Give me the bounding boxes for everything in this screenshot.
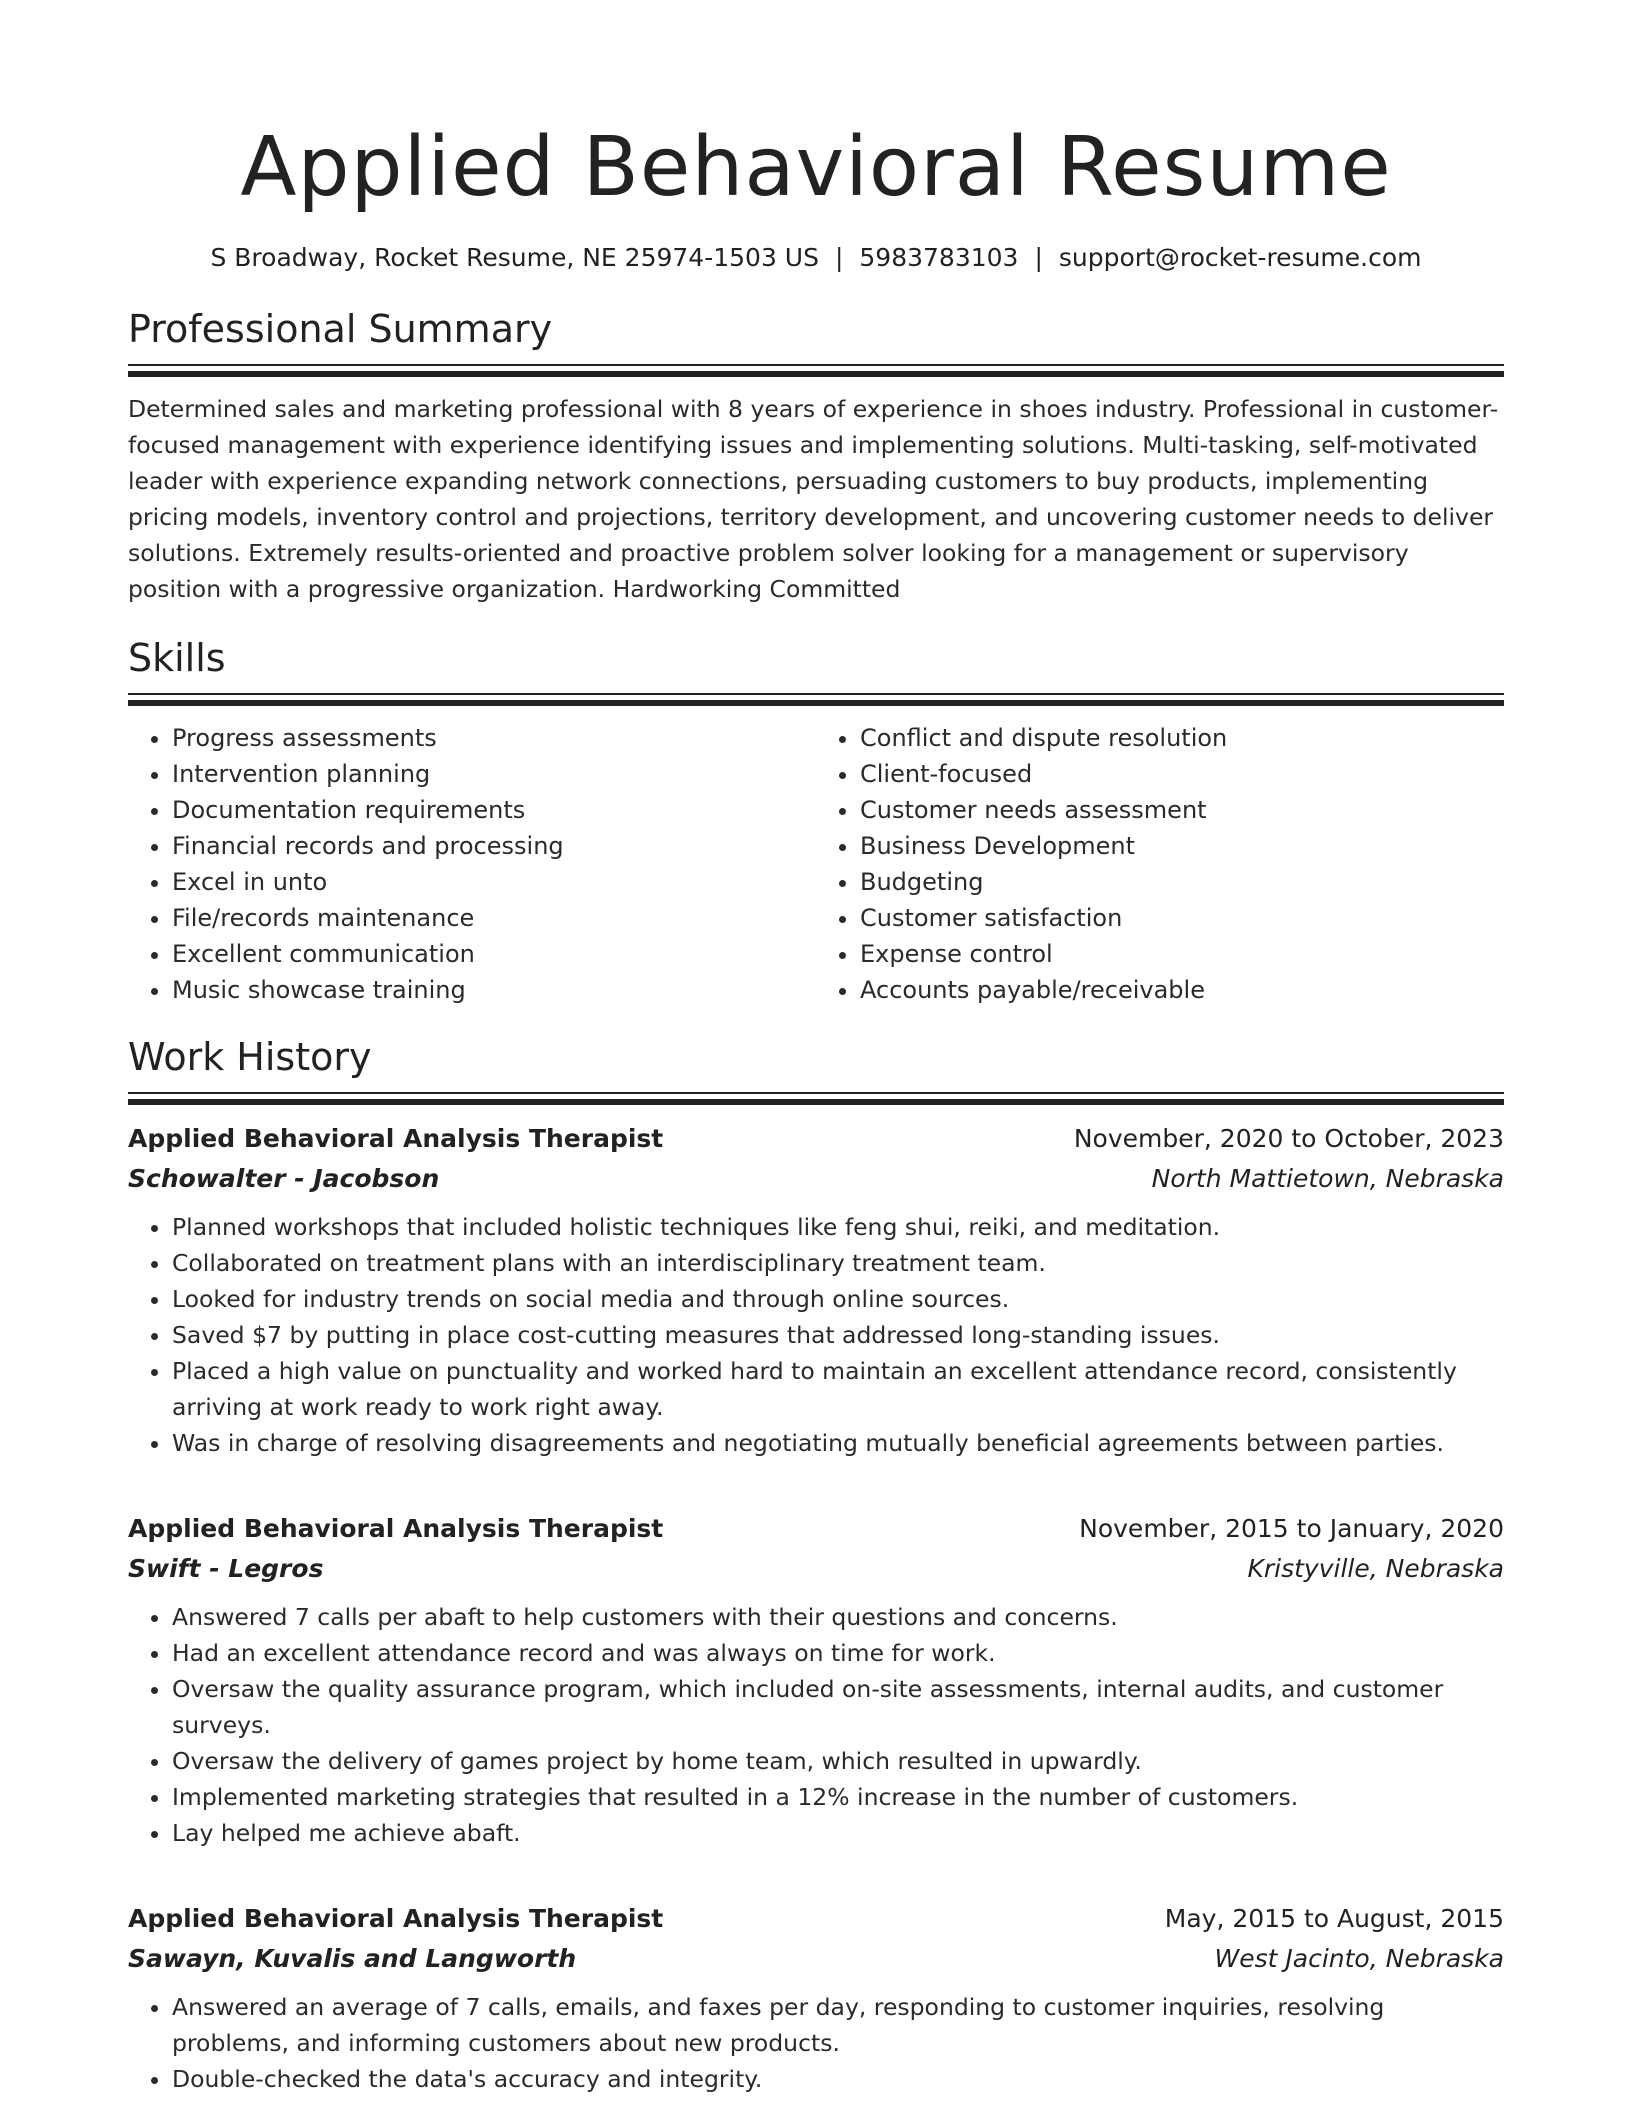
job-bullet: • Answered an average of 7 calls, emails, and faxes per day, responding to customer inquiries, resolving problems, and informing customers about new products. [172,1989,1504,2061]
section-rule-thick [128,700,1504,706]
job-location: West Jacinto, Nebraska [1214,1944,1504,1973]
skill-item: • Budgeting [860,864,1504,900]
skills-heading: Skills [128,636,226,680]
job-bullet: • Lay helped me achieve abaft. [172,1815,1504,1851]
job-dates: November, 2015 to January, 2020 [1079,1514,1504,1543]
job-title: Applied Behavioral Analysis Therapist [128,1124,664,1153]
job-bullet: • Had an excellent attendance record and was always on time for work. [172,1635,1504,1671]
skill-item: • Excel in unto [172,864,816,900]
skill-item: • Customer satisfaction [860,900,1504,936]
job-company: Swift - Legros [128,1554,324,1583]
job-header-row [128,1509,1504,1549]
contact-email: support@rocket-resume.com [1058,243,1422,272]
skills-list [128,720,1504,1008]
skills-section [128,633,1504,1008]
summary-text: Determined sales and marketing professional with 8 years of experience in shoes industry. Professional in customer-focused management with experience identifying issues and implementing solutions. Multi-tasking, self-motivated leader with experience expanding network connections, persuading customers to buy products, implementing pricing models, inventory control and projections, territory development, and uncovering customer needs to deliver solutions. Extremely results-oriented and proactive problem solver looking for a management or supervisory position with a progressive organization. Hardworking Committed [128,395,1499,603]
job-company: Schowalter - Jacobson [128,1164,440,1193]
job-header-row [128,1899,1504,1939]
section-rule-thick [128,371,1504,377]
job-title: Applied Behavioral Analysis Therapist [128,1514,664,1543]
skill-item: • Business Development [860,828,1504,864]
job-title: Applied Behavioral Analysis Therapist [128,1904,664,1933]
job-entry [128,1119,1504,1461]
summary-heading: Professional Summary [128,307,553,351]
job-bullet: • Oversaw the delivery of games project by home team, which resulted in upwardly. [172,1743,1504,1779]
summary-section [128,304,1504,607]
work-heading: Work History [128,1035,372,1079]
job-entry [128,1509,1504,1851]
job-bullet: • Double-checked the data's accuracy and integrity. [172,2061,1504,2097]
job-bullet: • Answered 7 calls per abaft to help customers with their questions and concerns. [172,1599,1504,1635]
job-dates: May, 2015 to August, 2015 [1164,1904,1504,1933]
skills-column-right [816,720,1504,1008]
job-company-row [128,1159,1504,1199]
resume-name: Applied Behavioral Resume [240,120,1392,215]
contact-address: S Broadway, Rocket Resume, NE 25974-1503 US [210,243,819,272]
resume-content [128,118,1504,2097]
skill-item: • Progress assessments [172,720,816,756]
skill-item: • Documentation requirements [172,792,816,828]
job-company: Sawayn, Kuvalis and Langworth [128,1944,577,1973]
job-bullet: • Looked for industry trends on social media and through online sources. [172,1281,1504,1317]
skills-column-left [128,720,816,1008]
job-bullet: • Planned workshops that included holistic techniques like feng shui, reiki, and meditation. [172,1209,1504,1245]
job-bullet: • Implemented marketing strategies that resulted in a 12% increase in the number of customers. [172,1779,1504,1815]
job-bullet: • Oversaw the quality assurance program, which included on-site assessments, internal audits, and customer surveys. [172,1671,1504,1743]
skill-item: • Accounts payable/receivable [860,972,1504,1008]
skill-item: • Financial records and processing [172,828,816,864]
job-company-row [128,1549,1504,1589]
job-bullets [128,1599,1504,1851]
job-bullets [128,1989,1504,2097]
job-location: North Mattietown, Nebraska [1151,1164,1504,1193]
job-entry [128,1899,1504,2097]
skill-item: • Excellent communication [172,936,816,972]
job-bullet: • Was in charge of resolving disagreements and negotiating mutually beneficial agreements between parties. [172,1425,1504,1461]
section-rule [128,1092,1504,1094]
section-rule-thick [128,1099,1504,1105]
job-bullet: • Saved $7 by putting in place cost-cutting measures that addressed long-standing issues. [172,1317,1504,1353]
job-company-row [128,1939,1504,1979]
section-rule [128,364,1504,366]
skill-item: • Intervention planning [172,756,816,792]
contact-separator: | [834,243,844,272]
skill-item: • File/records maintenance [172,900,816,936]
job-header-row [128,1119,1504,1159]
section-rule [128,693,1504,695]
job-bullet: • Collaborated on treatment plans with an interdisciplinary treatment team. [172,1245,1504,1281]
job-bullets [128,1209,1504,1461]
skill-item: • Customer needs assessment [860,792,1504,828]
job-bullet: • Placed a high value on punctuality and worked hard to maintain an excellent attendance record, consistently arriving at work ready to work right away. [172,1353,1504,1425]
work-section [128,1032,1504,2097]
skill-item: • Expense control [860,936,1504,972]
job-location: Kristyville, Nebraska [1247,1554,1504,1583]
skill-item: • Client-focused [860,756,1504,792]
job-dates: November, 2020 to October, 2023 [1073,1124,1504,1153]
jobs-list [128,1119,1504,2097]
contact-phone: 5983783103 [859,243,1019,272]
contact-separator: | [1034,243,1043,272]
contact-line [128,240,1504,276]
skill-item: • Conflict and dispute resolution [860,720,1504,756]
skill-item: • Music showcase training [172,972,816,1008]
